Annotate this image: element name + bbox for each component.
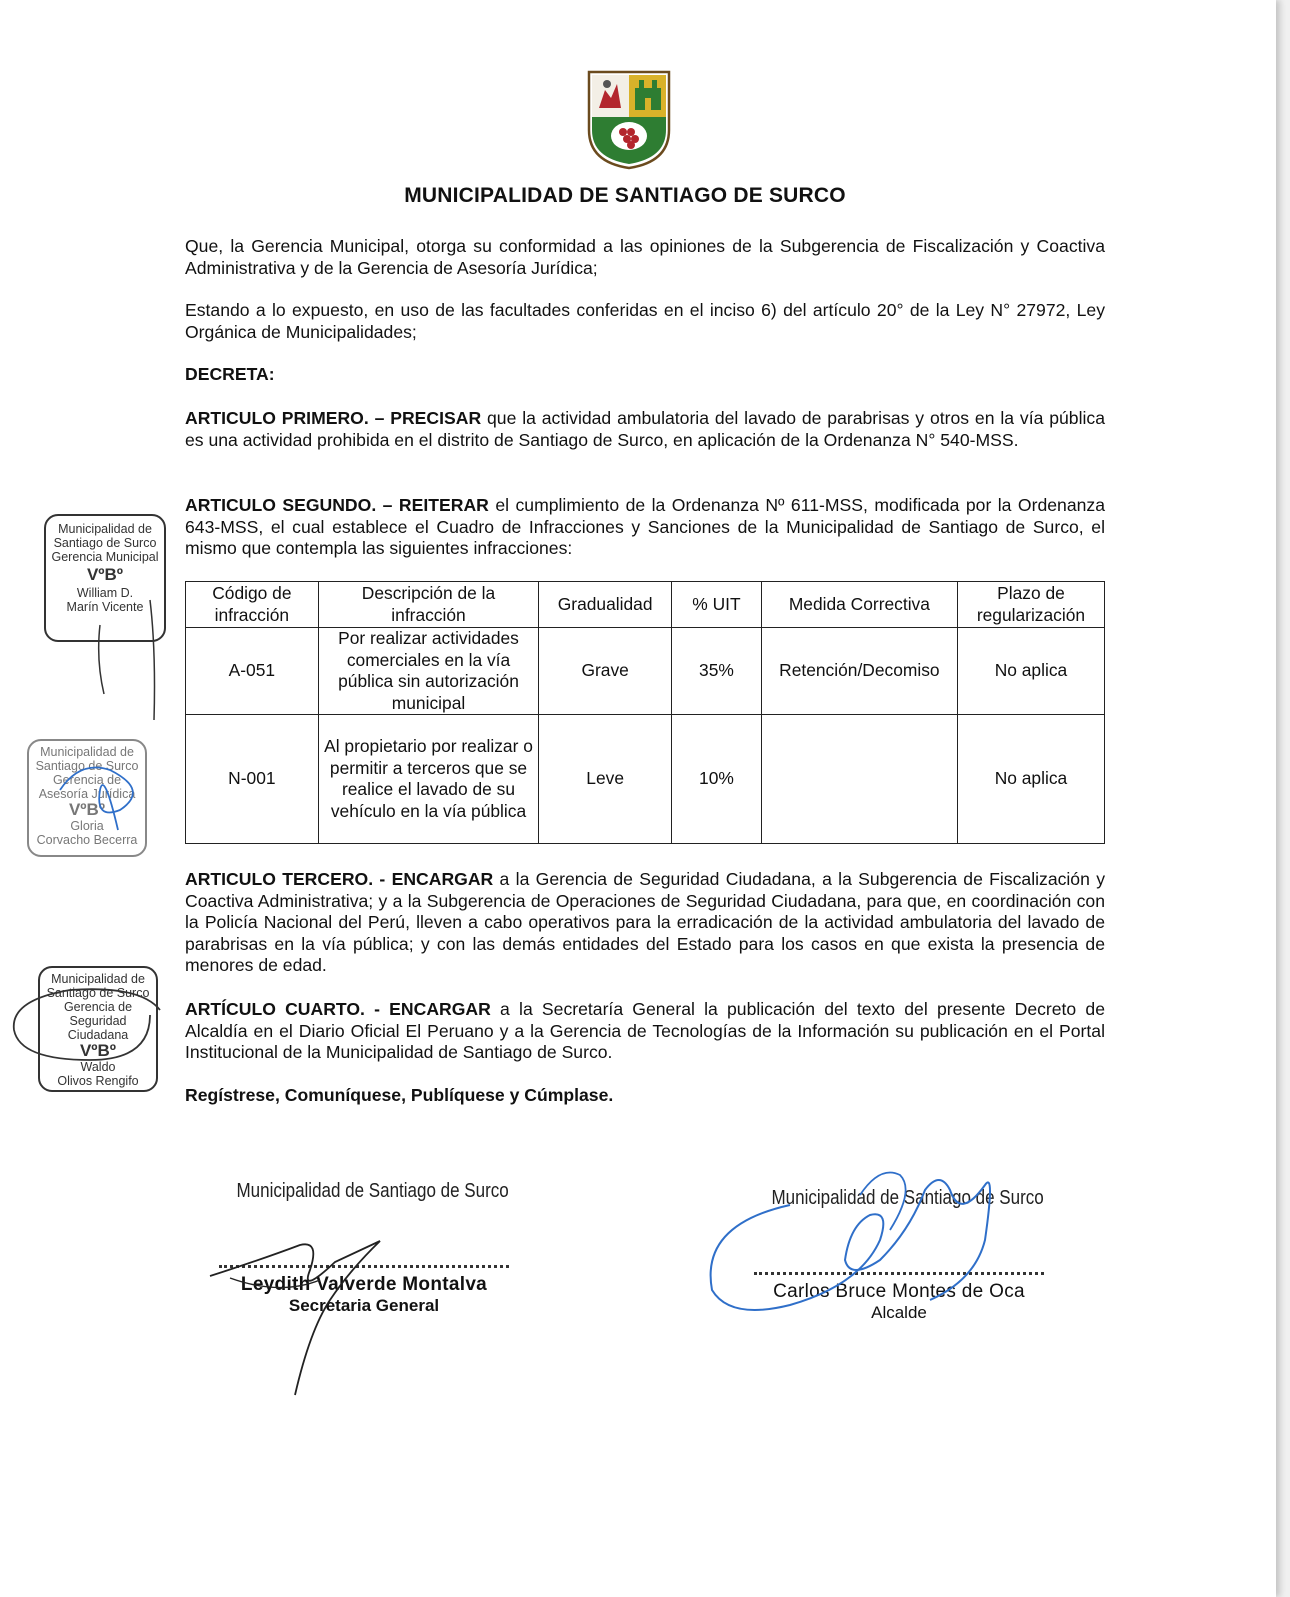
stamp-line: Municipalidad de — [58, 522, 152, 536]
municipal-coat-of-arms-logo — [587, 70, 671, 170]
signatory-name: Leydith Valverde Montalva — [240, 1274, 488, 1295]
paragraph-facultades: Estando a lo expuesto, en uso de las facultades conferidas en el inciso 6) del artículo 20° de la Ley N° 27972, Ley Orgánica de Municipalidades; — [185, 300, 1105, 342]
article-tercero-text: a la Gerencia de Seguridad Ciudadana, a la Subgerencia de Fiscalización y Coactiva Administrativa; y a la Subgerencia de Operaciones de Seguridad Ciudadana, para que, en coordinación con la Policía Nacional del Perú, lleven a cabo operativos para la erradicación de la actividad ambulatoria del lavado de parabrisas en la vía pública; y con las demás entidades del Estado para los casos en que exista la presencia de menores de edad. — [185, 869, 1105, 975]
article-cuarto-text: a la Secretaría General la publicación del texto del presente Decreto de Alcaldía en el Diario Oficial El Peruano y a la Gerencia de Tecnologías de la Información su publicación en el Portal Institucional de la Municipalidad de Santiago de Surco. — [185, 999, 1105, 1062]
signature-block-secretaria — [214, 1180, 514, 1316]
table-row — [186, 715, 1105, 844]
table-row — [186, 628, 1105, 715]
stamp-line: Seguridad Ciudadana — [67, 1014, 129, 1042]
stamp-name: Marín Vicente — [66, 600, 144, 614]
stamp-line: Gerencia de — [63, 1000, 133, 1014]
table-cell-plazo: No aplica — [957, 715, 1104, 844]
signatory-name: Carlos Bruce Montes de Oca — [773, 1281, 1025, 1302]
paragraph-conformidad: Que, la Gerencia Municipal, otorga su conformidad a las opiniones de la Subgerencia de Fiscalización y Coactiva Administrativa y de la Gerencia de Asesoría Jurídica; — [185, 236, 1105, 278]
article-cuarto — [185, 999, 1105, 1064]
stamp-name: Waldo — [80, 1060, 116, 1074]
article-segundo-title: ARTICULO SEGUNDO. – REITERAR — [185, 495, 489, 515]
table-header-cell: Descripción de la infracción — [318, 582, 539, 628]
signature-block-alcalde — [749, 1187, 1049, 1323]
stamp-line: Municipalidad de — [51, 972, 145, 986]
table-header-cell: Medida Correctiva — [761, 582, 957, 628]
stamp-line: Asesoría Jurídica — [38, 787, 136, 801]
stamp-vb: VºBº — [68, 800, 106, 819]
table-header-row — [186, 582, 1105, 628]
table-cell-uit: 10% — [672, 715, 762, 844]
signatory-role: Alcalde — [871, 1303, 927, 1322]
table-cell-gradualidad: Leve — [539, 715, 672, 844]
approval-stamp-asesoria-juridica — [27, 739, 147, 857]
stamp-line: Santiago de Surco — [53, 536, 157, 550]
article-segundo — [185, 495, 1105, 560]
signature-line — [754, 1272, 1044, 1275]
table-cell-medida — [761, 715, 957, 844]
table-cell-gradualidad: Grave — [539, 628, 672, 715]
article-tercero-title: ARTICULO TERCERO. - ENCARGAR — [185, 869, 494, 889]
approval-stamp-gerencia-municipal — [44, 514, 166, 642]
approval-stamp-seguridad-ciudadana — [38, 966, 158, 1092]
signatory-role: Secretaria General — [288, 1296, 440, 1315]
table-cell-description: Por realizar actividades comerciales en la vía pública sin autorización municipal — [318, 628, 539, 715]
stamp-vb: VºBº — [86, 565, 124, 584]
signature-line — [219, 1265, 509, 1268]
stamp-name: Olivos Rengifo — [57, 1074, 139, 1088]
table-cell-plazo: No aplica — [957, 628, 1104, 715]
table-header-cell: Gradualidad — [539, 582, 672, 628]
article-cuarto-title: ARTÍCULO CUARTO. - ENCARGAR — [185, 999, 491, 1019]
stamp-name: Gloria — [70, 819, 104, 833]
signature-institution: Municipalidad de Santiago de Surco — [771, 1187, 1044, 1209]
stamp-line: Gerencia de — [52, 773, 122, 787]
article-segundo-text: el cumplimiento de la Ordenanza Nº 611-MSS, modificada por la Ordenanza 643-MSS, el cual establece el Cuadro de Infracciones y Sanciones de la Municipalidad de Santiago de Surco, el mismo que contempla las siguientes infracciones: — [185, 495, 1105, 558]
stamp-line: Santiago de Surco — [35, 759, 139, 773]
table-cell-code: A-051 — [186, 628, 319, 715]
table-cell-description: Al propietario por realizar o permitir a terceros que se realice el lavado de su vehículo en la vía pública — [318, 715, 539, 844]
article-primero-text: que la actividad ambulatoria del lavado de parabrisas y otros en la vía pública es una actividad prohibida en el distrito de Santiago de Surco, en aplicación de la Ordenanza N° 540-MSS. — [185, 408, 1105, 450]
table-header-cell: Plazo de regularización — [957, 582, 1104, 628]
stamp-vb: VºBº — [79, 1041, 117, 1060]
table-cell-code: N-001 — [186, 715, 319, 844]
article-primero-title: ARTICULO PRIMERO. – PRECISAR — [185, 408, 482, 428]
article-tercero — [185, 869, 1105, 977]
stamp-name: Corvacho Becerra — [36, 833, 138, 847]
table-cell-medida: Retención/Decomiso — [761, 628, 957, 715]
signature-institution: Municipalidad de Santiago de Surco — [236, 1180, 509, 1202]
stamp-line: Gerencia Municipal — [51, 550, 159, 564]
infractions-table — [185, 581, 1105, 844]
stamp-line: Santiago de Surco — [46, 986, 150, 1000]
document-title: MUNICIPALIDAD DE SANTIAGO DE SURCO — [404, 184, 846, 207]
closing-line: Regístrese, Comuníquese, Publíquese y Cúmplase. — [185, 1085, 614, 1105]
decreta-heading: DECRETA: — [185, 364, 275, 384]
table-header-cell: Código de infracción — [186, 582, 319, 628]
stamp-line: Municipalidad de — [40, 745, 134, 759]
table-cell-uit: 35% — [672, 628, 762, 715]
article-primero — [185, 408, 1105, 451]
stamp-name: William D. — [76, 586, 134, 600]
table-header-cell: % UIT — [672, 582, 762, 628]
